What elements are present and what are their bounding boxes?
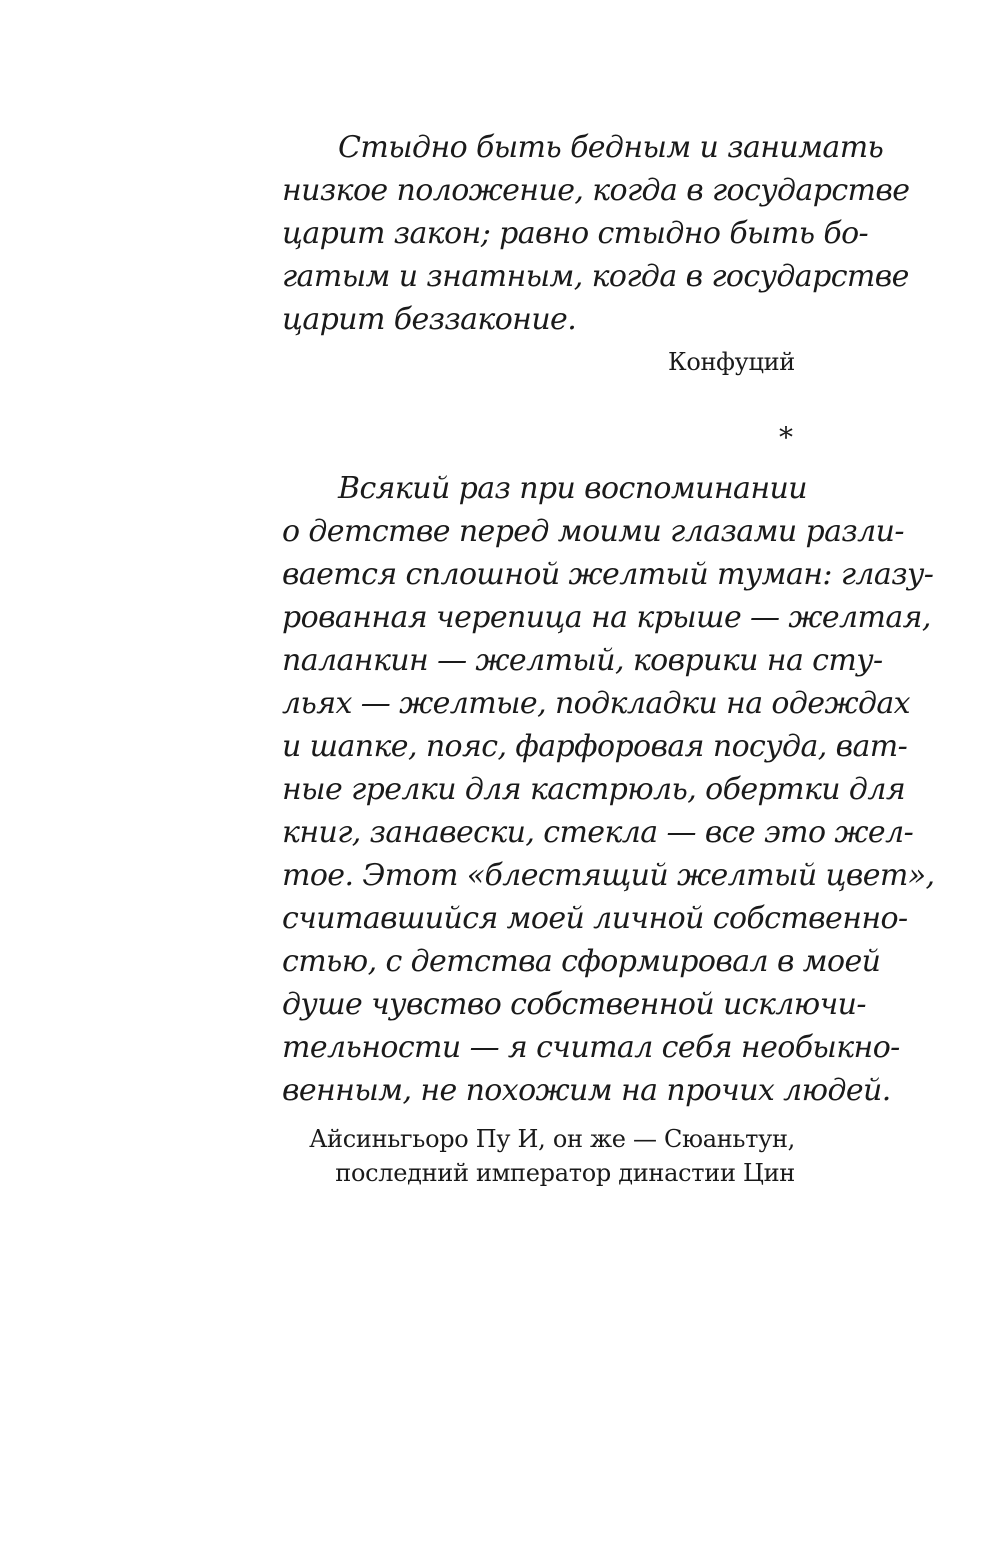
epigraph-line: гатым и знатным, когда в государстве bbox=[282, 259, 909, 294]
epigraph-line: паланкин — желтый, коврики на сту- bbox=[282, 643, 883, 678]
epigraph-line: о детстве перед моими глазами разли- bbox=[282, 514, 904, 549]
epigraph-line: душе чувство собственной исключи- bbox=[282, 987, 866, 1022]
epigraph-line: и шапке, пояс, фарфоровая посуда, ват- bbox=[282, 729, 908, 764]
epigraph-line: ные грелки для кастрюль, обертки для bbox=[282, 772, 906, 807]
epigraph-line: царит закон; равно стыдно быть бо- bbox=[282, 216, 869, 251]
epigraph-line: льях — желтые, подкладки на одеждах bbox=[282, 686, 910, 721]
epigraph-line: венным, не похожим на прочих людей. bbox=[282, 1073, 891, 1108]
epigraph-line: рованная черепица на крыше — желтая, bbox=[282, 600, 931, 635]
epigraph-line: тельности — я считал себя необыкно- bbox=[282, 1030, 900, 1065]
epigraph-confucius bbox=[282, 126, 910, 341]
epigraph-pu-yi bbox=[282, 467, 935, 1112]
epigraph-author: Конфуций bbox=[668, 348, 795, 376]
epigraph-line: царит беззаконие. bbox=[282, 302, 577, 337]
epigraph-line: тое. Этот «блестящий желтый цвет», bbox=[282, 858, 935, 893]
epigraph-line: книг, занавески, стекла — все это жел- bbox=[282, 815, 914, 850]
epigraph-line: считавшийся моей личной собственно- bbox=[282, 901, 908, 936]
epigraph-line: вается сплошной желтый туман: глазу- bbox=[282, 557, 934, 592]
epigraph-line: низкое положение, когда в государстве bbox=[282, 173, 910, 208]
epigraph-line: Стыдно быть бедным и занимать bbox=[338, 130, 884, 165]
epigraph-line: стью, с детства сформировал в моей bbox=[282, 944, 881, 979]
author-line: последний император династии Цин bbox=[335, 1159, 795, 1187]
epigraph-line: Всякий раз при воспоминании bbox=[338, 471, 807, 506]
epigraph-author bbox=[282, 1122, 795, 1190]
section-separator: * bbox=[779, 421, 793, 454]
book-page bbox=[282, 126, 935, 1190]
author-line: Айсиньгьоро Пу И, он же — Сюаньтун, bbox=[309, 1125, 795, 1153]
